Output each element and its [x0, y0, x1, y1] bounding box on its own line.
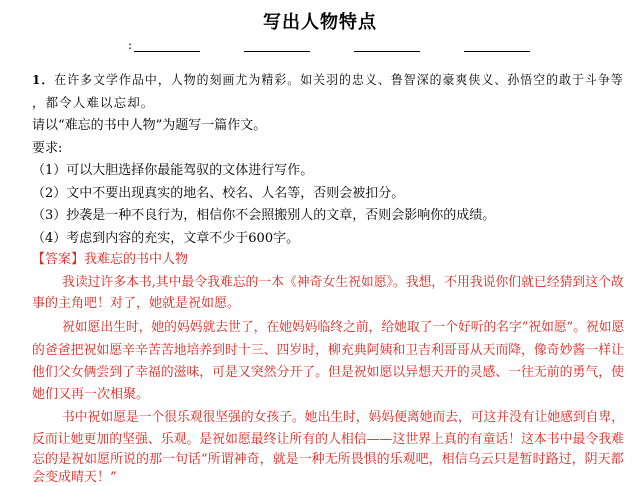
answer-line: 事的主角吧！对了，她就是祝如愿。 — [32, 296, 241, 311]
requirement-item: （2）文中不要出现真实的地名、校名、人名等，否则会被扣分。 — [32, 186, 405, 201]
question-intro-line2: ，都令人难以忘却。 — [32, 95, 155, 110]
answer-line: 的爸爸把祝如愿辛辛苦苦地培养到时十三、四岁时，柳充典阿姨和卫吉利哥哥从天而降，像奇妙酱一样让 — [32, 343, 625, 358]
answer-title: 我难忘的书中人物 — [84, 252, 189, 267]
question-number: 1． — [32, 72, 55, 87]
requirement-item: （4）考虑到内容的充实，文章不少于600字。 — [32, 231, 300, 246]
name-class-blanks — [128, 38, 548, 56]
requirement-item: （3）抄袭是一种不良行为，相信你不会照搬别人的文章，否则会影响你的成绩。 — [32, 208, 496, 223]
question-prompt: 请以“难忘的书中人物”为题写一篇作文。 — [32, 118, 267, 133]
requirements-label: 要求: — [32, 141, 63, 156]
answer-line: 他们父女俩尝到了幸福的滋味，可是又突然分开了。但是祝如愿以异想天开的灵感、一往无前的勇气，使 — [32, 365, 625, 380]
blank-colon: : — [128, 38, 133, 52]
answer-line: 忘的是祝如愿所说的那一句话“所谓神奇，就是一种无所畏惧的乐观吧，相信乌云只是暂时路过，阴天都 — [32, 452, 624, 467]
answer-line: 会变成晴天！” — [32, 470, 117, 485]
answer-line: 书中祝如愿是一个很乐观很坚强的女孩子。她出生时，妈妈便离她而去，可这并没有让她感到自卑， — [62, 410, 625, 425]
blank-line-1 — [134, 51, 200, 52]
question-intro-text: 在许多文学作品中，人物的刻画尤为精彩。如关羽的忠义、鲁智深的豪爽侠义、孙悟空的敢于斗争等 — [54, 72, 624, 87]
requirement-item: （1）可以大胆选择你最能驾驭的文体进行写作。 — [32, 163, 314, 178]
answer-tag: 【答案】 — [32, 252, 85, 267]
blank-line-4 — [464, 51, 530, 52]
blank-line-2 — [244, 51, 310, 52]
blank-line-3 — [354, 51, 420, 52]
answer-line: 我读过许多本书,其中最令我难忘的一本《神奇女生祝如愿》。我想，不用我说你们就已经猜到这个故 — [62, 275, 624, 290]
answer-heading — [32, 252, 188, 268]
answer-line: 反而让她更加的坚强、乐观。是祝如愿最终让所有的人相信——这世界上真的有童话！这本书中最令我难 — [32, 432, 625, 447]
answer-line: 她们又再一次相聚。 — [32, 387, 150, 402]
question-intro-line1 — [32, 72, 624, 88]
page-title: 写出人物特点 — [263, 12, 377, 33]
answer-line: 祝如愿出生时，她的妈妈就去世了，在她妈妈临终之前，给她取了一个好听的名字“祝如愿”。祝如愿 — [62, 320, 625, 335]
